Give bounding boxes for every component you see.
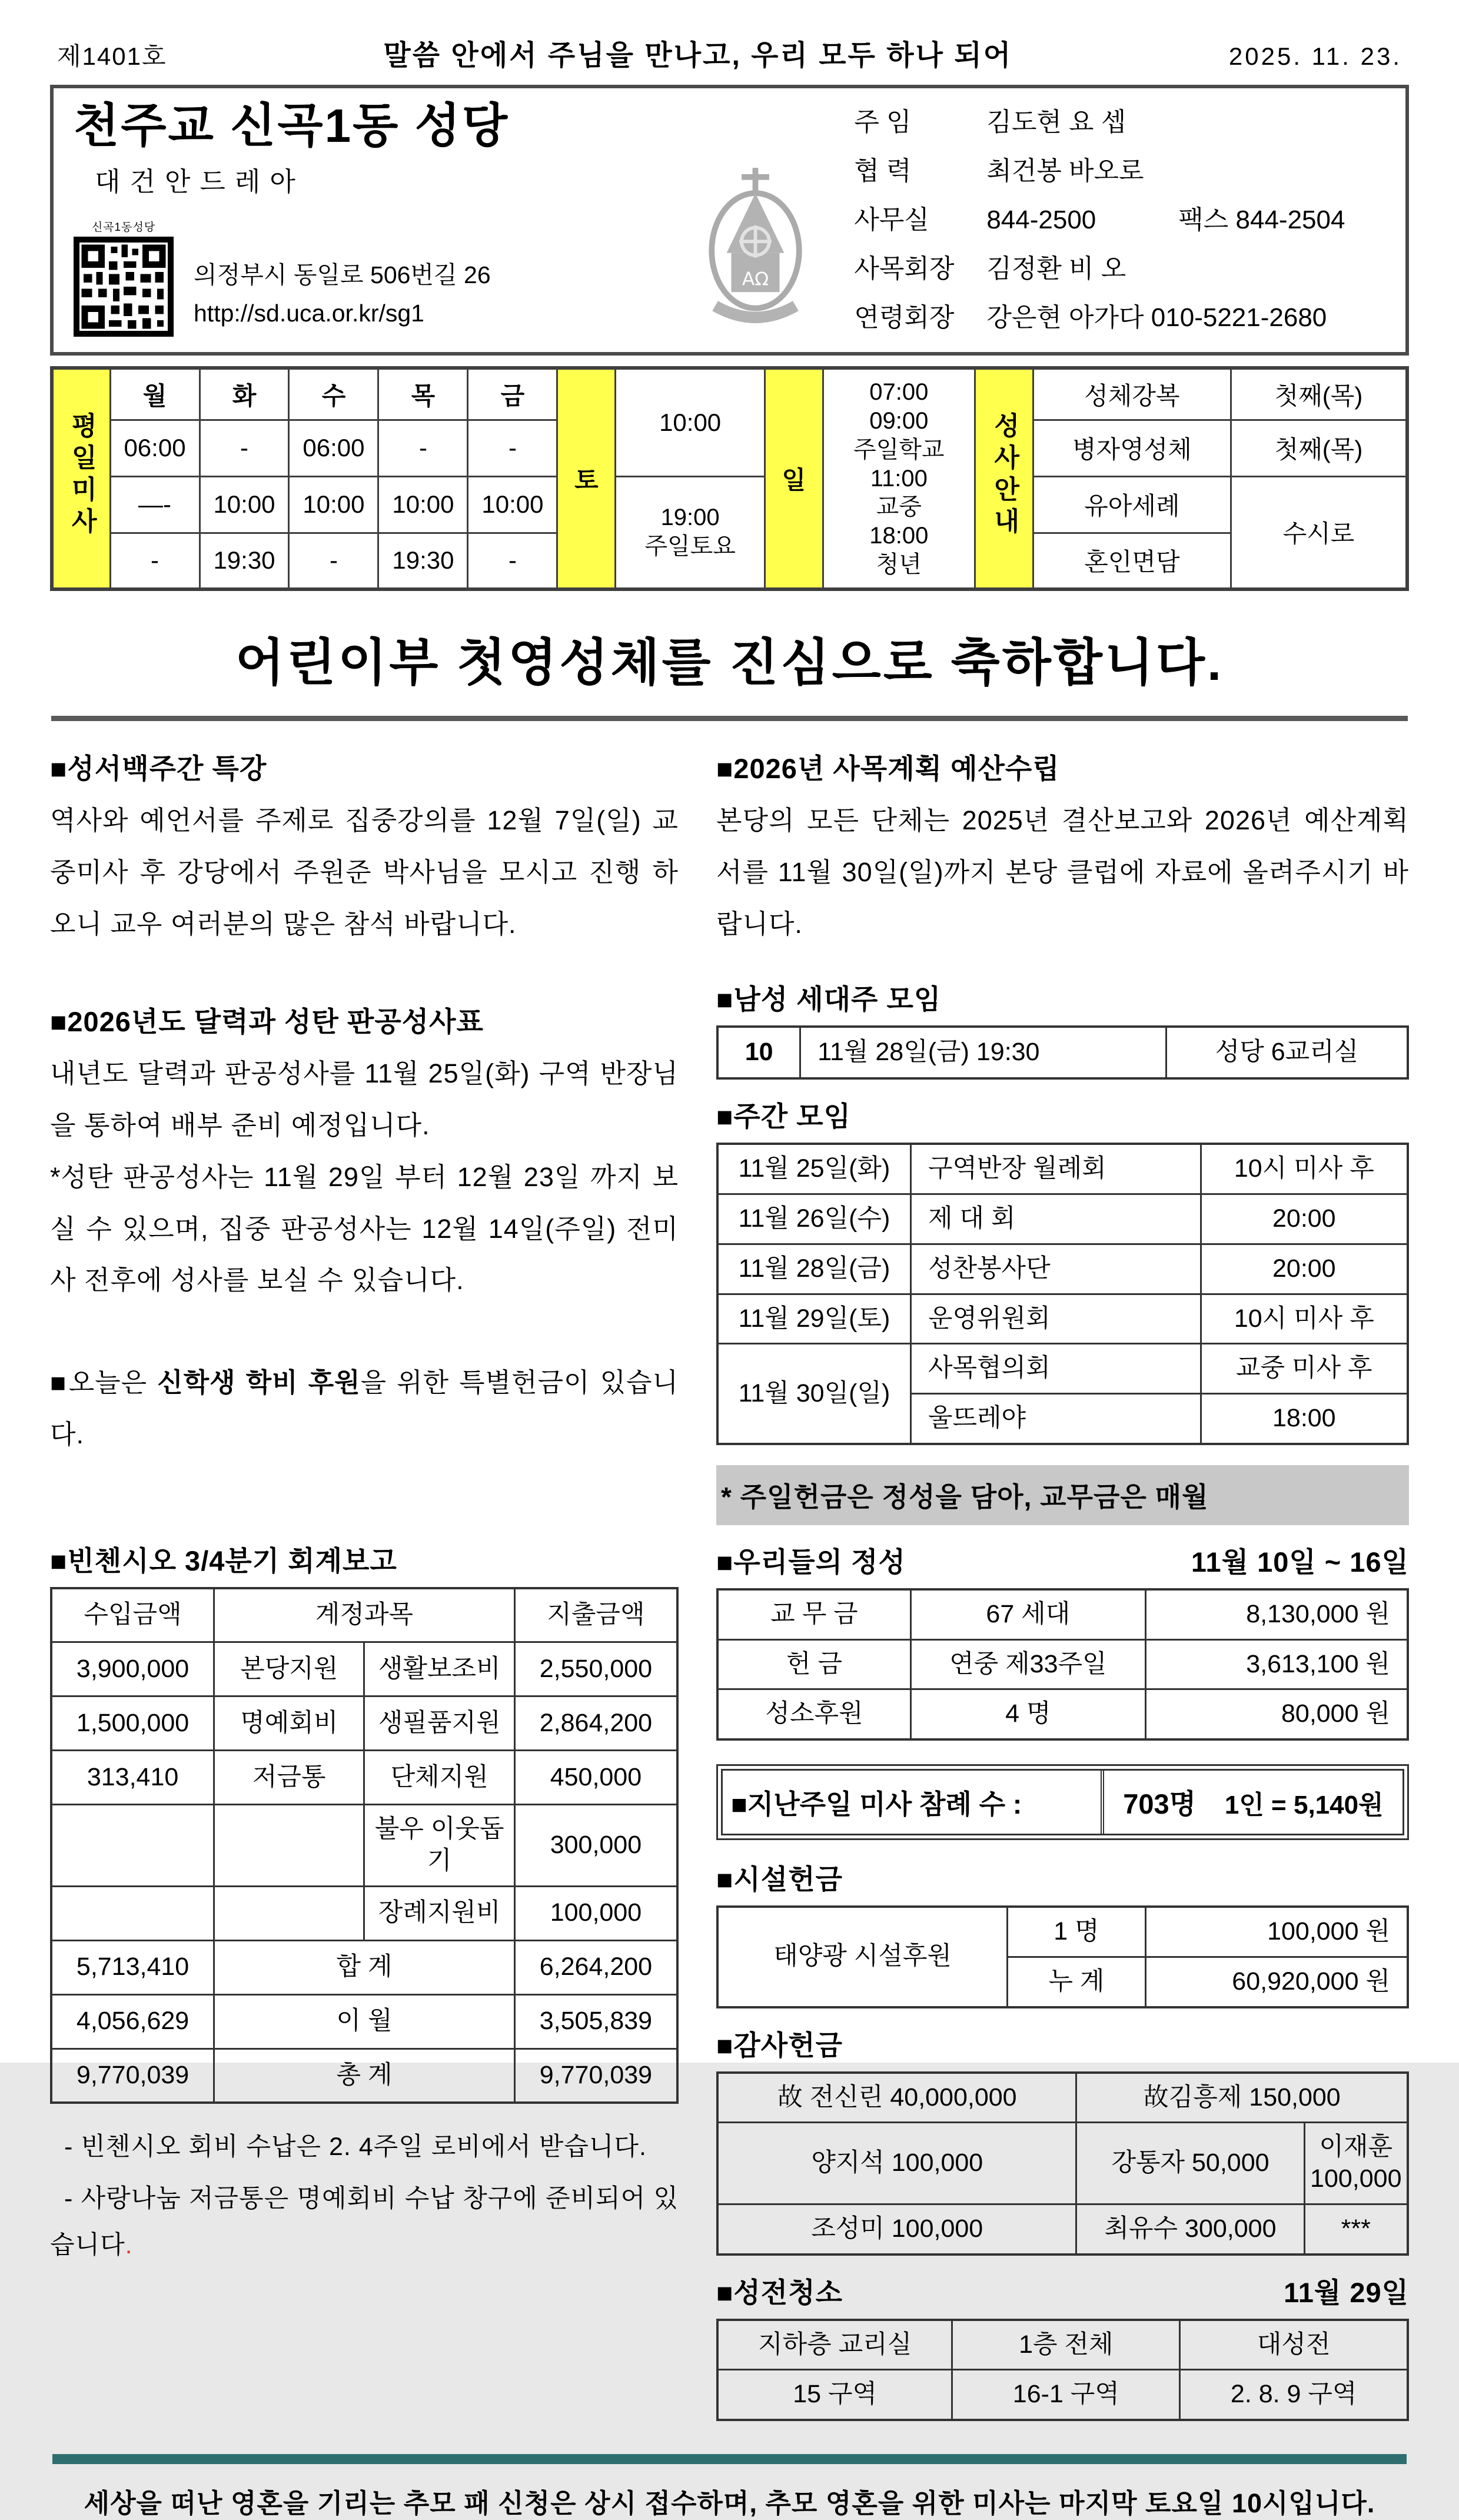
offering-title: ■우리들의 정성 xyxy=(716,1546,906,1578)
vincent-note-2-text: - 사랑나눔 저금통은 명예회비 수납 창구에 준비되어 있습니다 xyxy=(50,2184,679,2260)
table-row: 헌 금 연중 제33주일 3,613,100 원 xyxy=(717,1639,1408,1689)
address-block xyxy=(194,256,491,337)
table-row: 태양광 시설후원 1 명 100,000 원 xyxy=(717,1907,1408,1957)
table-row: 지하층 교리실 1층 전체 대성전 xyxy=(717,2320,1408,2370)
church-patron: 대건안드레아 xyxy=(95,167,305,197)
saturday-label: 토 xyxy=(557,368,616,589)
masthead xyxy=(50,32,1409,85)
vincent-note-2-period: . xyxy=(125,2231,133,2260)
issue-date: 2025. 11. 23. xyxy=(1228,42,1402,70)
mass-time: - xyxy=(378,420,468,476)
offering-period: 11월 10일 ~ 16일 xyxy=(1191,1546,1409,1578)
section-calendar-title: ■2026년도 달력과 성탄 판공성사표 xyxy=(50,1006,484,1038)
table-row: 성소후원 4 명 80,000 원 xyxy=(717,1689,1408,1739)
table-row: 11월 26일(수) 제 대 회 20:00 xyxy=(717,1194,1408,1244)
men-meeting-title: ■남성 세대주 모임 xyxy=(716,984,942,1015)
table-row: 313,410 저금통 단체지원 450,000 xyxy=(51,1751,677,1805)
mass-schedule-table xyxy=(50,366,1409,591)
men-meeting-table xyxy=(716,1025,1409,1080)
section-calendar-body1: 내년도 달력과 판공성사를 11월 25일(화) 구역 반장님을 통하여 배부 준비 예정입니다. xyxy=(50,1058,679,1140)
staff-row-council xyxy=(854,250,1394,288)
svg-text:ΑΩ: ΑΩ xyxy=(742,268,769,290)
table-row: 11월 25일(화) 구역반장 월례회 10시 미사 후 xyxy=(717,1144,1408,1194)
budget-plan-body: 본당의 모든 단체는 2025년 결산보고와 2026년 예산계획서를 11월 30일(일)까지 본당 클럽에 자료에 올려주시기 바랍니다. xyxy=(716,805,1409,939)
staff-role: 사목회장 xyxy=(854,254,955,284)
weekly-meeting-title: ■주간 모임 xyxy=(716,1101,852,1133)
vincent-note-1: - 빈첸시오 회비 수납은 2. 4주일 로비에서 받습니다. xyxy=(64,2133,647,2161)
mass-time: 19:30 xyxy=(200,533,289,589)
weekday-mass-label: 평일미사 xyxy=(52,368,110,589)
table-row: 3,900,000 본당지원 생활보조비 2,550,000 xyxy=(51,1642,677,1696)
issue-number: 제1401호 xyxy=(57,42,167,70)
mass-time: 19:30 xyxy=(378,533,468,589)
day-header-thu: 목 xyxy=(378,368,468,420)
qr-label: 신곡1동성당 xyxy=(91,221,156,234)
day-header-wed: 수 xyxy=(289,368,378,420)
attendance-box xyxy=(716,1764,1409,1840)
mass-time: - xyxy=(468,533,557,589)
vincent-report-title: ■빈첸시오 3/4분기 회계보고 xyxy=(50,1545,397,1576)
mass-time: 10:00 xyxy=(200,476,289,533)
table-row: 11월 29일(토) 운영위원회 10시 미사 후 xyxy=(717,1294,1408,1344)
mass-time: - xyxy=(468,420,557,476)
headline: 어린이부 첫영성체를 진심으로 축하합니다. xyxy=(235,635,1224,691)
staff-role: 사무실 xyxy=(854,205,929,235)
thanksgiving-table xyxy=(716,2071,1409,2256)
sacrament-name: 병자영성체 xyxy=(1033,420,1231,476)
mass-time: - xyxy=(200,420,289,476)
section-bible-week-title: ■성서백주간 특강 xyxy=(50,753,267,784)
cleaning-table xyxy=(716,2319,1409,2422)
attendance-count: 703명 xyxy=(1123,1788,1197,1820)
office-phone: 844-2500 xyxy=(986,205,1096,235)
staff-row-funeral xyxy=(854,299,1394,337)
divider-rule xyxy=(51,716,1408,721)
table-row: 울뜨레야 18:00 xyxy=(717,1394,1408,1444)
sacrament-name: 혼인면담 xyxy=(1033,533,1231,589)
footer-accent-bar xyxy=(52,2454,1407,2464)
staff-row-office xyxy=(854,201,1394,239)
cleaning-date: 11월 29일 xyxy=(1284,2276,1409,2308)
mass-time: - xyxy=(289,533,378,589)
col-header-income: 수입금액 xyxy=(51,1588,214,1642)
left-column xyxy=(50,747,679,2421)
mass-time: 06:00 xyxy=(289,420,378,476)
day-header-mon: 월 xyxy=(110,368,200,420)
attendance-label: ■지난주일 미사 참례 수 : xyxy=(731,1788,1022,1820)
facility-title: ■시설헌금 xyxy=(716,1864,843,1895)
day-header-tue: 화 xyxy=(200,368,289,420)
staff-role: 연령회장 xyxy=(854,303,955,333)
table-row: 양지석 100,000 강통자 50,000 이재훈 100,000 xyxy=(717,2123,1408,2204)
merged-date-cell: 11월 30일(일) xyxy=(717,1344,910,1444)
motto-text: 말씀 안에서 주님을 만나고, 우리 모두 하나 되어 xyxy=(383,40,1013,71)
special-collection-bold: 신학생 학비 후원 xyxy=(157,1367,361,1397)
office-fax: 팩스 844-2504 xyxy=(1178,205,1345,235)
sunday-times: 07:00 09:00 주일학교 11:00 교중 18:00 청년 xyxy=(823,368,975,589)
sacrament-when: 수시로 xyxy=(1231,476,1407,589)
saturday-evening-cell: 19:00 주일토요 xyxy=(616,476,765,589)
qr-code-icon xyxy=(74,237,174,337)
church-address: 의정부시 동일로 506번길 26 xyxy=(194,261,491,288)
sacrament-name: 성체강복 xyxy=(1033,368,1231,420)
church-website: http://sd.uca.or.kr/sg1 xyxy=(194,300,424,327)
day-header-fri: 금 xyxy=(468,368,557,420)
col-header-expense: 지출금액 xyxy=(514,1588,677,1642)
vincent-report-table xyxy=(50,1587,679,2104)
staff-name: 김도현 요 셉 xyxy=(986,108,1126,137)
sunday-label: 일 xyxy=(765,368,823,589)
mass-time: 10:00 xyxy=(378,476,468,533)
section-calendar-body2: *성탄 판공성사는 11월 29일 부터 12월 23일 까지 보실 수 있으며, 집중 판공성사는 12월 14일(주일) 전미사 전후에 성사를 보실 수 있습니다. xyxy=(50,1161,679,1296)
carryover-row: 4,056,629 이 월 3,505,839 xyxy=(51,1994,677,2048)
table-row: 10 11월 28일(금) 19:30 성당 6교리실 xyxy=(717,1027,1408,1078)
facility-table xyxy=(716,1905,1409,2008)
table-row: 교 무 금 67 세대 8,130,000 원 xyxy=(717,1589,1408,1639)
church-identity xyxy=(54,88,836,352)
table-row: 누 계 60,920,000 원 xyxy=(717,1957,1408,2007)
church-logo-icon xyxy=(692,159,819,338)
sacrament-name: 유아세례 xyxy=(1033,476,1231,533)
thanksgiving-title: ■감사헌금 xyxy=(716,2029,843,2061)
mass-time: 10:00 xyxy=(289,476,378,533)
vincent-note-2 xyxy=(50,2176,679,2269)
grand-total-row: 9,770,039 총 계 9,770,039 xyxy=(51,2048,677,2103)
sacrament-when: 첫째(목) xyxy=(1231,420,1407,476)
mass-time: —- xyxy=(110,476,200,533)
staff-name: 최건봉 바오로 xyxy=(986,157,1144,186)
table-row: 11월 28일(금) 성찬봉사단 20:00 xyxy=(717,1244,1408,1294)
staff-role: 협 력 xyxy=(854,157,912,186)
staff-name: 김정환 비 오 xyxy=(986,254,1126,284)
budget-plan-title: ■2026년 사목계획 예산수립 xyxy=(716,753,1060,784)
table-row: 1,500,000 명예회비 생필품지원 2,864,200 xyxy=(51,1696,677,1751)
section-bible-week-body: 역사와 예언서를 주제로 집중강의를 12월 7일(일) 교중미사 후 강당에서 주원준 박사님을 모시고 진행 하오니 교우 여러분의 많은 참석 바랍니다. xyxy=(50,805,679,939)
special-collection-prefix: ■오늘은 xyxy=(50,1367,158,1397)
weekly-meeting-table xyxy=(716,1143,1409,1445)
staff-role: 주 임 xyxy=(854,108,912,137)
staff-list xyxy=(836,88,1405,352)
mass-time: 10:00 xyxy=(468,476,557,533)
total-row: 5,713,410 합 계 6,264,200 xyxy=(51,1940,677,1994)
offering-notice-bar: * 주일헌금은 정성을 담아, 교무금은 매월 xyxy=(716,1465,1409,1525)
staff-row-assistant xyxy=(854,152,1394,190)
attendance-per-person: 1인 = 5,140원 xyxy=(1224,1790,1384,1820)
footer-memorial-notice: 세상을 떠난 영혼을 기리는 추모 패 신청은 상시 접수하며, 추모 영혼을 위한 미사는 마지막 토요일 10시입니다. xyxy=(84,2488,1375,2518)
qr-block xyxy=(74,218,174,337)
right-column xyxy=(716,747,1409,2421)
offering-table xyxy=(716,1588,1409,1741)
cleaning-title: ■성전청소 xyxy=(716,2276,843,2308)
mass-time: - xyxy=(110,533,200,589)
saturday-morning-time: 10:00 xyxy=(616,368,765,476)
church-name: 천주교 신곡1동 성당 xyxy=(74,99,510,152)
sacrament-when: 첫째(목) xyxy=(1231,368,1407,420)
sacrament-guide-label: 성사안내 xyxy=(975,368,1033,589)
special-collection-suffix: 을 위한 특별헌금이 있습니다. xyxy=(50,1367,679,1449)
mass-time: 06:00 xyxy=(110,420,200,476)
table-row: 조성미 100,000 최유수 300,000 *** xyxy=(717,2204,1408,2254)
table-row: 15 구역 16-1 구역 2. 8. 9 구역 xyxy=(717,2370,1408,2420)
facility-label-cell: 태양광 시설후원 xyxy=(717,1907,1008,2007)
staff-row-pastor xyxy=(854,104,1394,141)
col-header-account: 계정과목 xyxy=(214,1588,515,1642)
table-row: 불우 이웃돕기 300,000 xyxy=(51,1805,677,1887)
table-row: 故 전신린 40,000,000 故김흥제 150,000 xyxy=(717,2073,1408,2123)
table-row: 장례지원비 100,000 xyxy=(51,1886,677,1940)
special-collection-note xyxy=(50,1357,679,1460)
church-info-box xyxy=(50,85,1409,356)
table-row: 11월 30일(일) 사목협의회 교중 미사 후 xyxy=(717,1344,1408,1394)
staff-name: 강은현 아가다 010-5221-2680 xyxy=(986,303,1327,333)
